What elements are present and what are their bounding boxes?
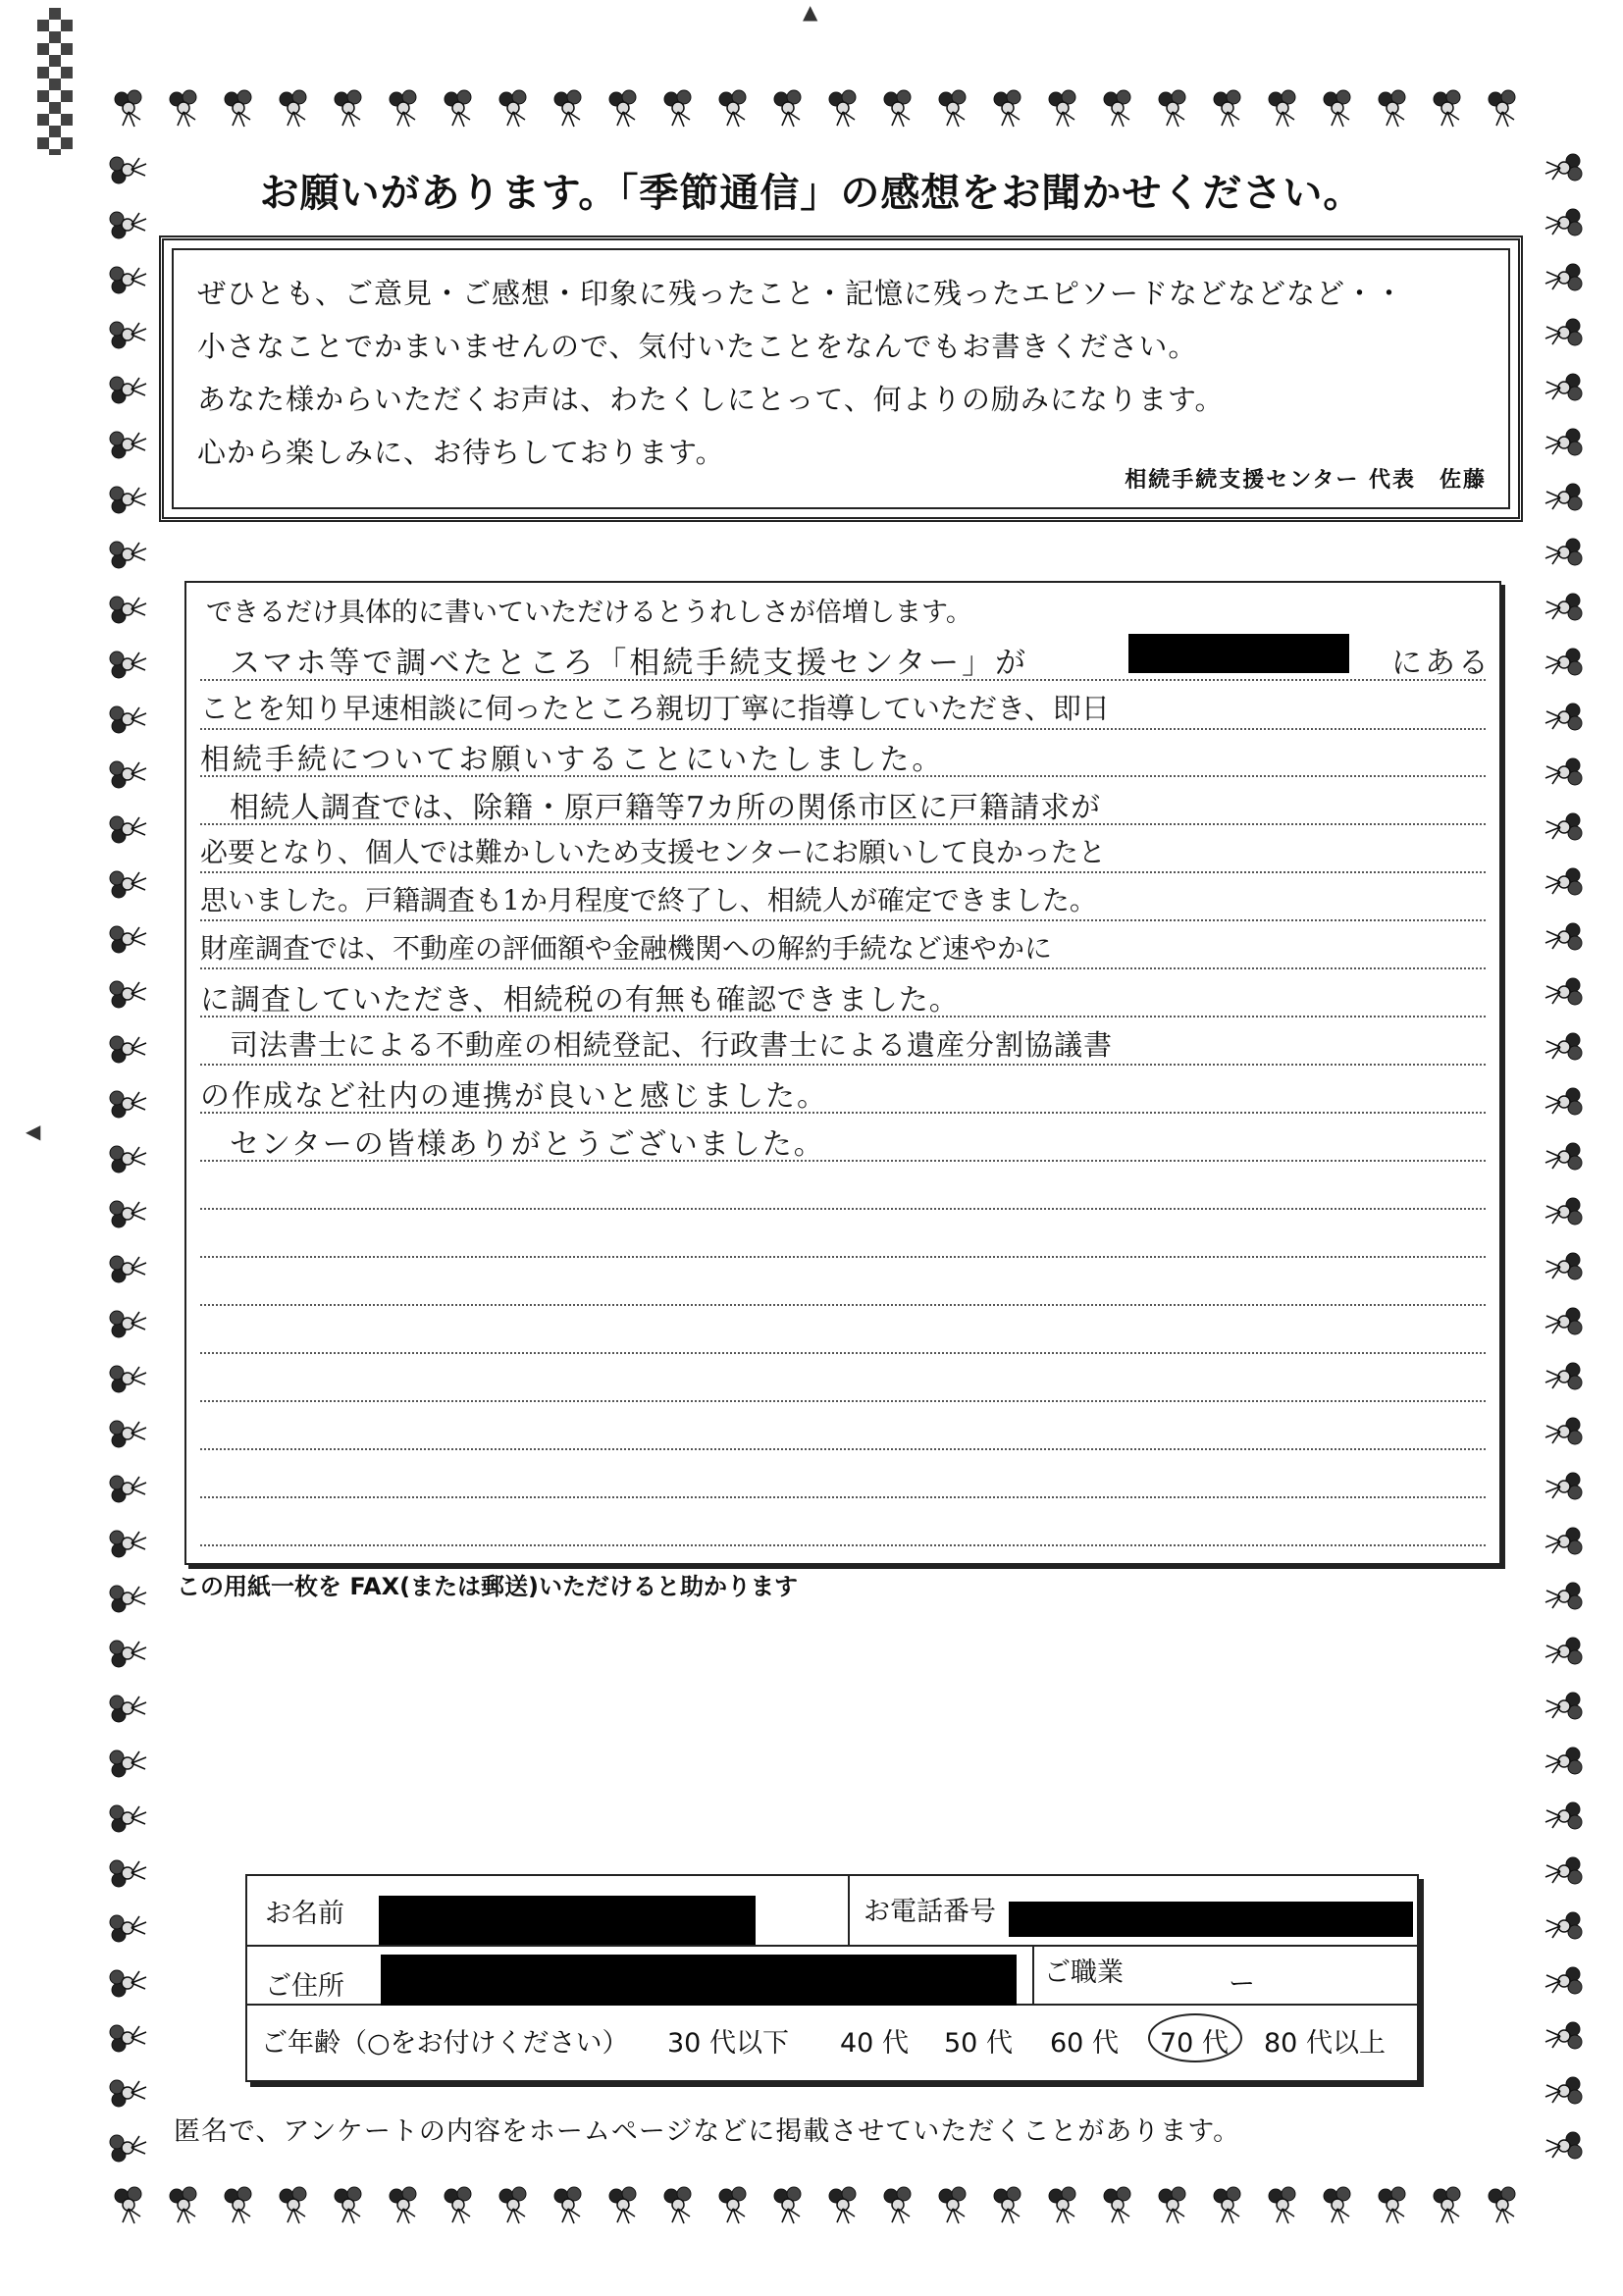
flower-ornament-icon (1543, 2125, 1586, 2168)
flower-ornament-icon (106, 971, 149, 1015)
flower-ornament-icon (383, 86, 426, 130)
flower-ornament-icon (1543, 257, 1586, 300)
flower-ornament-icon (602, 86, 646, 130)
phone-field-redacted[interactable] (1009, 1902, 1413, 1937)
flower-ornament-icon (1543, 1136, 1586, 1179)
comment-hint: できるだけ具体的に書いていただけるとうれしさが倍増します。 (206, 598, 972, 628)
scan-checker-mark (37, 8, 73, 155)
flower-ornament-icon (1543, 861, 1586, 905)
handwritten-line-1a: スマホ等で調べたところ「相続手続支援センター」が (230, 646, 1029, 681)
flower-ornament-icon (106, 1960, 149, 2004)
ruled-line (200, 1352, 1486, 1354)
flower-ornament-icon (273, 2183, 316, 2226)
flower-ornament-icon (1207, 86, 1250, 130)
flower-ornament-icon (106, 1191, 149, 1234)
form-divider (1032, 1945, 1034, 2006)
intro-signature: 相続手続支援センター 代表 佐藤 (1125, 468, 1487, 493)
flower-ornament-icon (106, 1356, 149, 1399)
age-label: ご年齢（○をお付けください） (261, 2028, 629, 2059)
handwritten-line-2: ことを知り早速相談に伺ったところ親切丁寧に指導していただき、即日 (200, 692, 1110, 725)
flower-ornament-icon (1543, 1576, 1586, 1619)
flower-ornament-icon (548, 2183, 591, 2226)
flower-ornament-icon (1543, 587, 1586, 630)
flower-ornament-icon (1543, 1466, 1586, 1509)
flower-ornament-icon (767, 2183, 811, 2226)
address-label: ご住所 (265, 1971, 344, 2002)
flower-ornament-icon (1543, 2015, 1586, 2059)
flower-ornament-icon (1482, 86, 1525, 130)
flower-ornament-icon (106, 1576, 149, 1619)
footer-disclaimer: 匿名で、アンケートの内容をホームページなどに掲載させていただくことがあります。 (174, 2116, 1241, 2147)
flower-ornament-icon (1042, 86, 1085, 130)
flower-ornament-icon (106, 532, 149, 575)
intro-line-4: 心から楽しみに、お待ちしております。 (197, 436, 725, 469)
flower-ornament-icon (106, 587, 149, 630)
top-triangle-marker: ▲ (803, 0, 818, 24)
flower-ornament-icon (108, 86, 151, 130)
flower-ornament-icon (106, 1851, 149, 1894)
flower-ornament-icon (106, 422, 149, 465)
handwritten-line-9: 司法書士による不動産の相続登記、行政書士による遺産分割協議書 (230, 1028, 1114, 1062)
flower-ornament-icon (106, 1466, 149, 1509)
flower-ornament-icon (1543, 1796, 1586, 1839)
handwritten-line-6: 思いました。戸籍調査も1か月程度で終了し、相続人が確定できました。 (200, 884, 1097, 916)
age-option-70s[interactable]: 70 代 (1160, 2028, 1229, 2059)
flower-ornament-icon (438, 86, 481, 130)
flower-ornament-icon (1543, 971, 1586, 1015)
flower-ornament-icon (106, 1741, 149, 1784)
phone-label: お電話番号 (864, 1897, 996, 1927)
flower-ornament-icon (1097, 2183, 1140, 2226)
flower-ornament-icon (1482, 2183, 1525, 2226)
comment-box[interactable] (184, 581, 1501, 1565)
ruled-line (200, 1304, 1486, 1306)
flower-ornament-icon (218, 2183, 261, 2226)
handwritten-line-1b: にある (1391, 646, 1492, 681)
flower-ornament-icon (1152, 2183, 1195, 2226)
ruled-line (200, 1208, 1486, 1210)
flower-ornament-icon (1543, 2070, 1586, 2113)
flower-ornament-icon (1543, 916, 1586, 960)
age-selected-circle (1148, 2013, 1242, 2062)
flower-ornament-icon (1543, 1741, 1586, 1784)
flower-ornament-icon (1042, 2183, 1085, 2226)
flower-ornament-icon (106, 807, 149, 850)
ruled-line (200, 967, 1486, 969)
name-label: お名前 (265, 1899, 344, 1929)
flower-ornament-icon (106, 1026, 149, 1070)
ruled-line (200, 871, 1486, 873)
flower-ornament-icon (106, 147, 149, 190)
flower-ornament-icon (1543, 1960, 1586, 2004)
ruled-line (200, 1496, 1486, 1498)
address-field-redacted[interactable] (381, 1955, 1017, 2006)
flower-ornament-icon (822, 2183, 865, 2226)
flower-ornament-icon (106, 202, 149, 245)
flower-ornament-icon (1543, 532, 1586, 575)
redaction-bar (1128, 634, 1349, 673)
flower-ornament-icon (602, 2183, 646, 2226)
flower-ornament-icon (712, 86, 756, 130)
flower-ornament-icon (383, 2183, 426, 2226)
flower-ornament-icon (1543, 807, 1586, 850)
age-option-30s-under[interactable]: 30 代以下 (667, 2028, 789, 2059)
flower-ornament-icon (1427, 2183, 1470, 2226)
handwritten-line-7: 財産調査では、不動産の評価額や金融機関への解約手続など速やかに (200, 932, 1053, 965)
flower-ornament-icon (106, 367, 149, 410)
ruled-line (200, 1064, 1486, 1066)
ruled-line (200, 1544, 1486, 1546)
flower-ornament-icon (1543, 1851, 1586, 1894)
flower-ornament-icon (106, 752, 149, 795)
age-option-40s[interactable]: 40 代 (840, 2028, 909, 2059)
flower-ornament-icon (1543, 752, 1586, 795)
page-title: お願いがあります。「季節通信」の感想をお聞かせください。 (259, 171, 1364, 216)
flower-ornament-icon (1543, 1905, 1586, 1949)
intro-inner-frame (172, 248, 1510, 509)
flower-ornament-icon (106, 1081, 149, 1124)
flower-ornament-icon (932, 86, 975, 130)
flower-ornament-icon (163, 2183, 206, 2226)
flower-ornament-icon (106, 1301, 149, 1344)
flower-ornament-icon (1543, 1356, 1586, 1399)
flower-ornament-icon (987, 2183, 1030, 2226)
ruled-line (200, 919, 1486, 921)
intro-line-2: 小さなことでかまいませんので、気付いたことをなんでもお書きください。 (197, 330, 1198, 363)
flower-ornament-icon (1207, 2183, 1250, 2226)
flower-ornament-icon (932, 2183, 975, 2226)
flower-ornament-icon (1543, 1191, 1586, 1234)
age-option-80s-over[interactable]: 80 代以上 (1264, 2028, 1386, 2059)
flower-ornament-icon (1097, 86, 1140, 130)
flower-ornament-icon (328, 2183, 371, 2226)
flower-ornament-icon (712, 2183, 756, 2226)
flower-ornament-icon (1543, 1246, 1586, 1289)
flower-ornament-icon (106, 916, 149, 960)
flower-ornament-icon (106, 312, 149, 355)
flower-ornament-icon (438, 2183, 481, 2226)
handwritten-line-10: の作成など社内の連携が良いと感じました。 (200, 1079, 828, 1114)
ruled-line (200, 1448, 1486, 1450)
flower-ornament-icon (987, 86, 1030, 130)
form-divider (848, 1876, 850, 1945)
flower-ornament-icon (1543, 697, 1586, 740)
flower-ornament-icon (106, 477, 149, 520)
flower-ornament-icon (877, 86, 920, 130)
flower-ornament-icon (1543, 642, 1586, 685)
flower-ornament-icon (1317, 2183, 1360, 2226)
flower-ornament-icon (106, 2015, 149, 2059)
occupation-label: ご職業 (1044, 1957, 1124, 1988)
flower-ornament-icon (1317, 86, 1360, 130)
flower-ornament-icon (1262, 2183, 1305, 2226)
flower-ornament-icon (1543, 1521, 1586, 1564)
flower-ornament-icon (1152, 86, 1195, 130)
name-field-redacted[interactable] (379, 1896, 756, 1945)
handwritten-line-5: 必要となり、個人では難かしいため支援センターにお願いして良かったと (200, 836, 1106, 868)
ruled-line (200, 1400, 1486, 1402)
ruled-line (200, 1256, 1486, 1258)
handwritten-line-3: 相続手続についてお願いすることにいたしました。 (200, 743, 945, 777)
flower-ornament-icon (1543, 147, 1586, 190)
flower-ornament-icon (106, 697, 149, 740)
flower-ornament-icon (106, 2070, 149, 2113)
flower-ornament-icon (1543, 1686, 1586, 1729)
flower-ornament-icon (273, 86, 316, 130)
left-triangle-marker: ◀ (26, 1120, 41, 1143)
ruled-line (200, 728, 1486, 730)
flower-ornament-icon (1543, 1081, 1586, 1124)
flower-ornament-icon (106, 1905, 149, 1949)
flower-ornament-icon (657, 86, 701, 130)
flower-ornament-icon (106, 1686, 149, 1729)
flower-ornament-icon (1372, 2183, 1415, 2226)
age-option-50s[interactable]: 50 代 (944, 2028, 1013, 2059)
flower-ornament-icon (1543, 1411, 1586, 1454)
flower-ornament-icon (767, 86, 811, 130)
flower-ornament-icon (1543, 422, 1586, 465)
flower-ornament-icon (218, 86, 261, 130)
flower-ornament-icon (106, 1411, 149, 1454)
fax-note: この用紙一枚を FAX(または郵送)いただけると助かります (177, 1573, 799, 1600)
flower-ornament-icon (1543, 1301, 1586, 1344)
flower-ornament-icon (108, 2183, 151, 2226)
flower-ornament-icon (822, 86, 865, 130)
intro-line-1: ぜひとも、ご意見・ご感想・印象に残ったこと・記憶に残ったエピソードなどなどなど・・ (197, 277, 1405, 310)
flower-ornament-icon (1543, 367, 1586, 410)
flower-ornament-icon (1543, 477, 1586, 520)
handwritten-line-8: に調査していただき、相続税の有無も確認できました。 (200, 983, 960, 1018)
intro-message-box (159, 235, 1523, 522)
flower-ornament-icon (106, 861, 149, 905)
flower-ornament-icon (106, 642, 149, 685)
contact-form (245, 1874, 1419, 2082)
flower-ornament-icon (1543, 312, 1586, 355)
flower-ornament-icon (493, 2183, 536, 2226)
flower-ornament-icon (1372, 86, 1415, 130)
flower-ornament-icon (106, 1521, 149, 1564)
flower-ornament-icon (657, 2183, 701, 2226)
flower-ornament-icon (493, 86, 536, 130)
flower-ornament-icon (548, 86, 591, 130)
intro-line-3: あなた様からいただくお声は、わたくしにとって、何よりの励みになります。 (197, 383, 1225, 416)
flower-ornament-icon (877, 2183, 920, 2226)
flower-ornament-icon (106, 1246, 149, 1289)
flower-ornament-icon (106, 1631, 149, 1674)
flower-ornament-icon (1543, 202, 1586, 245)
flower-ornament-icon (1262, 86, 1305, 130)
flower-ornament-icon (328, 86, 371, 130)
occupation-value[interactable]: ー (1229, 1969, 1255, 2000)
flower-ornament-icon (163, 86, 206, 130)
age-option-60s[interactable]: 60 代 (1050, 2028, 1119, 2059)
flower-ornament-icon (1543, 1026, 1586, 1070)
flower-ornament-icon (106, 1136, 149, 1179)
flower-ornament-icon (1427, 86, 1470, 130)
flower-ornament-icon (106, 1796, 149, 1839)
flower-ornament-icon (106, 257, 149, 300)
handwritten-line-4: 相続人調査では、除籍・原戸籍等7カ所の関係市区に戸籍請求が (230, 791, 1102, 825)
handwritten-line-11: センターの皆様ありがとうございました。 (230, 1127, 825, 1162)
flower-ornament-icon (106, 2125, 149, 2168)
flower-ornament-icon (1543, 1631, 1586, 1674)
